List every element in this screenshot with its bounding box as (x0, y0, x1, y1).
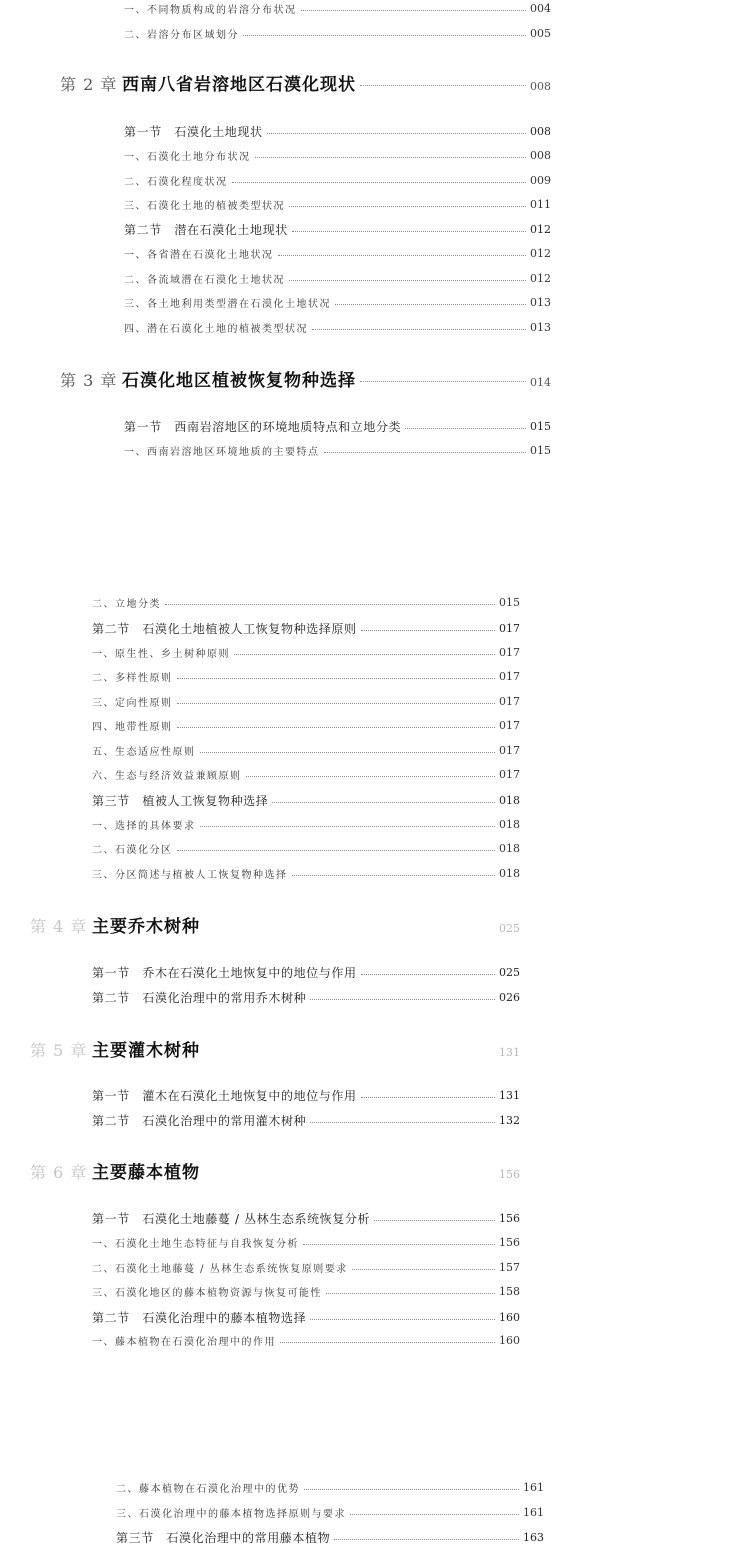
leader-dots (301, 10, 527, 11)
chapter-heading[interactable] (30, 1158, 520, 1183)
page-number: 008 (530, 80, 551, 93)
chapter-title: 主要藤本植物 (92, 1163, 200, 1183)
leader-dots (304, 1489, 519, 1490)
page-number: 004 (530, 2, 551, 15)
leader-dots (177, 727, 496, 728)
entry-label: 第三节 植被人工恢复物种选择 (92, 794, 269, 808)
toc-entry[interactable] (92, 1333, 520, 1348)
leader-dots (292, 231, 526, 232)
entry-label: 一、原生性、乡土树种原则 (92, 649, 230, 660)
entry-label: 二、石漠化土地藤蔓 / 丛林生态系统恢复原则要求 (92, 1264, 348, 1275)
toc-entry[interactable] (92, 817, 520, 832)
leader-dots (234, 654, 495, 655)
toc-section[interactable] (92, 964, 520, 981)
leader-dots (289, 206, 526, 207)
entry-label: 三、定向性原则 (92, 698, 173, 709)
page-number: 017 (499, 719, 520, 732)
page-number: 012 (530, 247, 551, 260)
toc-entry[interactable] (92, 1260, 520, 1275)
toc-entry[interactable] (92, 743, 520, 758)
toc-section[interactable] (92, 1087, 520, 1104)
page-number: 156 (499, 1168, 520, 1181)
leader-dots (204, 1173, 495, 1174)
leader-dots (374, 1220, 495, 1221)
toc-entry[interactable] (92, 694, 520, 709)
chapter-heading[interactable] (30, 1036, 520, 1061)
page-number: 009 (530, 174, 551, 187)
leader-dots (177, 703, 496, 704)
toc-entry[interactable] (124, 148, 551, 163)
leader-dots (405, 428, 526, 429)
page-number: 017 (499, 670, 520, 683)
entry-label: 二、石漠化程度状况 (124, 177, 228, 188)
toc-section[interactable] (92, 989, 520, 1006)
page-number: 013 (530, 321, 551, 334)
leader-dots (361, 974, 495, 975)
entry-label: 四、地带性原则 (92, 722, 173, 733)
page-number: 025 (499, 966, 520, 979)
toc-section[interactable] (92, 620, 520, 637)
entry-label: 第二节 石漠化土地植被人工恢复物种选择原则 (92, 622, 357, 636)
toc-entry[interactable] (92, 595, 520, 610)
page-number: 132 (499, 1114, 520, 1127)
entry-label: 一、选择的具体要求 (92, 821, 196, 832)
entry-label: 一、西南岩溶地区环境地质的主要特点 (124, 447, 320, 458)
leader-dots (280, 1342, 495, 1343)
entry-label: 第二节 潜在石漠化土地现状 (124, 223, 288, 237)
toc-entry[interactable] (92, 1235, 520, 1250)
leader-dots (310, 999, 495, 1000)
entry-label: 三、分区简述与植被人工恢复物种选择 (92, 870, 288, 881)
toc-entry[interactable] (116, 1505, 544, 1520)
entry-label: 四、潜在石漠化土地的植被类型状况 (124, 324, 308, 335)
entry-label: 三、石漠化地区的藤本植物资源与恢复可能性 (92, 1288, 322, 1299)
chapter-number: 第 6 章 (30, 1163, 88, 1182)
toc-section[interactable] (124, 123, 551, 140)
leader-dots (289, 280, 526, 281)
toc-entry[interactable] (124, 1, 551, 16)
entry-label: 第一节 石漠化土地藤蔓 / 丛林生态系统恢复分析 (92, 1212, 371, 1226)
toc-entry[interactable] (124, 246, 551, 261)
entry-label: 二、立地分类 (92, 599, 161, 610)
entry-label: 第三节 石漠化治理中的常用藤本植物 (116, 1531, 331, 1545)
entry-label: 第二节 石漠化治理中的常用乔木树种 (92, 991, 307, 1005)
toc-entry[interactable] (124, 173, 551, 188)
toc-section[interactable] (92, 1112, 520, 1129)
leader-dots (350, 1514, 519, 1515)
page-number: 018 (499, 842, 520, 855)
entry-label: 第一节 西南岩溶地区的环境地质特点和立地分类 (124, 420, 402, 434)
chapter-number: 第 2 章 (60, 75, 118, 94)
leader-dots (310, 1319, 495, 1320)
leader-dots (360, 381, 526, 382)
toc-entry[interactable] (92, 767, 520, 782)
entry-label: 二、多样性原则 (92, 673, 173, 684)
toc-section[interactable] (124, 418, 551, 435)
page-number: 015 (499, 596, 520, 609)
toc-entry[interactable] (92, 841, 520, 856)
entry-label: 第一节 石漠化土地现状 (124, 125, 263, 139)
chapter-title: 主要乔木树种 (92, 917, 200, 937)
leader-dots (334, 1539, 519, 1540)
page-number: 017 (499, 768, 520, 781)
leader-dots (312, 329, 526, 330)
leader-dots (165, 604, 495, 605)
page-number: 018 (499, 867, 520, 880)
leader-dots (324, 452, 527, 453)
leader-dots (232, 182, 527, 183)
toc-section[interactable] (92, 1309, 520, 1326)
page-number: 131 (499, 1089, 520, 1102)
page-number: 013 (530, 296, 551, 309)
page-number: 008 (530, 125, 551, 138)
toc-entry[interactable] (92, 669, 520, 684)
chapter-number: 第 4 章 (30, 917, 88, 936)
leader-dots (204, 927, 495, 928)
page-number: 012 (530, 272, 551, 285)
entry-label: 二、藤本植物在石漠化治理中的优势 (116, 1484, 300, 1495)
toc-entry[interactable] (92, 645, 520, 660)
page-number: 157 (499, 1261, 520, 1274)
entry-label: 一、石漠化土地分布状况 (124, 152, 251, 163)
leader-dots (200, 752, 496, 753)
leader-dots (352, 1269, 495, 1270)
page-number: 012 (530, 223, 551, 236)
page-number: 161 (523, 1481, 544, 1494)
entry-label: 一、藤本植物在石漠化治理中的作用 (92, 1337, 276, 1348)
page-number: 005 (530, 27, 551, 40)
leader-dots (177, 850, 496, 851)
leader-dots (278, 255, 527, 256)
page-number: 026 (499, 991, 520, 1004)
toc-section[interactable] (92, 1210, 520, 1227)
chapter-number: 第 5 章 (30, 1041, 88, 1060)
page-number: 017 (499, 744, 520, 757)
toc-entry[interactable] (116, 1480, 544, 1495)
page-number: 015 (530, 444, 551, 457)
toc-entry[interactable] (92, 866, 520, 881)
page-number: 163 (523, 1531, 544, 1544)
entry-label: 三、石漠化治理中的藤本植物选择原则与要求 (116, 1509, 346, 1520)
entry-label: 一、各省潜在石漠化土地状况 (124, 250, 274, 261)
page-number: 017 (499, 646, 520, 659)
leader-dots (267, 133, 526, 134)
page-number: 018 (499, 794, 520, 807)
page-number: 161 (523, 1506, 544, 1519)
chapter-heading[interactable] (60, 70, 551, 95)
toc-entry[interactable] (92, 1284, 520, 1299)
toc-entry[interactable] (124, 271, 551, 286)
leader-dots (200, 826, 496, 827)
entry-label: 第二节 石漠化治理中的常用灌木树种 (92, 1114, 307, 1128)
leader-dots (360, 85, 526, 86)
page-number: 018 (499, 818, 520, 831)
chapter-number: 第 3 章 (60, 371, 118, 390)
chapter-heading[interactable] (30, 912, 520, 937)
toc-entry[interactable] (124, 320, 551, 335)
toc-entry[interactable] (92, 718, 520, 733)
page-number: 017 (499, 695, 520, 708)
chapter-heading[interactable] (60, 366, 551, 391)
toc-section[interactable] (116, 1529, 544, 1546)
chapter-title: 西南八省岩溶地区石漠化现状 (122, 75, 356, 95)
toc-entry[interactable] (124, 197, 551, 212)
leader-dots (292, 875, 496, 876)
entry-label: 六、生态与经济效益兼顾原则 (92, 771, 242, 782)
entry-label: 二、各流域潜在石漠化土地状况 (124, 275, 285, 286)
toc-entry[interactable] (124, 295, 551, 310)
page-number: 008 (530, 149, 551, 162)
leader-dots (246, 776, 496, 777)
page-number: 160 (499, 1311, 520, 1324)
chapter-title: 主要灌木树种 (92, 1041, 200, 1061)
page-number: 014 (530, 376, 551, 389)
entry-label: 第一节 灌木在石漠化土地恢复中的地位与作用 (92, 1089, 357, 1103)
leader-dots (361, 630, 495, 631)
page-number: 011 (530, 198, 551, 211)
toc-section[interactable] (124, 221, 551, 238)
page-number: 160 (499, 1334, 520, 1347)
chapter-title: 石漠化地区植被恢复物种选择 (122, 371, 356, 391)
entry-label: 二、石漠化分区 (92, 845, 173, 856)
entry-label: 一、石漠化土地生态特征与自我恢复分析 (92, 1239, 299, 1250)
leader-dots (255, 157, 527, 158)
page-number: 025 (499, 922, 520, 935)
entry-label: 第一节 乔木在石漠化土地恢复中的地位与作用 (92, 966, 357, 980)
entry-label: 第二节 石漠化治理中的藤本植物选择 (92, 1311, 307, 1325)
leader-dots (272, 802, 495, 803)
toc-entry[interactable] (124, 26, 551, 41)
leader-dots (361, 1097, 495, 1098)
leader-dots (204, 1051, 495, 1052)
leader-dots (310, 1122, 495, 1123)
leader-dots (177, 678, 496, 679)
entry-label: 三、各土地利用类型潜在石漠化土地状况 (124, 299, 331, 310)
page-number: 017 (499, 622, 520, 635)
entry-label: 一、不同物质构成的岩溶分布状况 (124, 5, 297, 16)
entry-label: 三、石漠化土地的植被类型状况 (124, 201, 285, 212)
page-number: 015 (530, 420, 551, 433)
page-number: 158 (499, 1285, 520, 1298)
entry-label: 五、生态适应性原则 (92, 747, 196, 758)
leader-dots (335, 304, 526, 305)
toc-section[interactable] (92, 792, 520, 809)
leader-dots (303, 1244, 495, 1245)
toc-entry[interactable] (124, 443, 551, 458)
leader-dots (243, 35, 526, 36)
page-number: 156 (499, 1236, 520, 1249)
leader-dots (326, 1293, 495, 1294)
entry-label: 二、岩溶分布区域划分 (124, 30, 239, 41)
page-number: 131 (499, 1046, 520, 1059)
page-number: 156 (499, 1212, 520, 1225)
